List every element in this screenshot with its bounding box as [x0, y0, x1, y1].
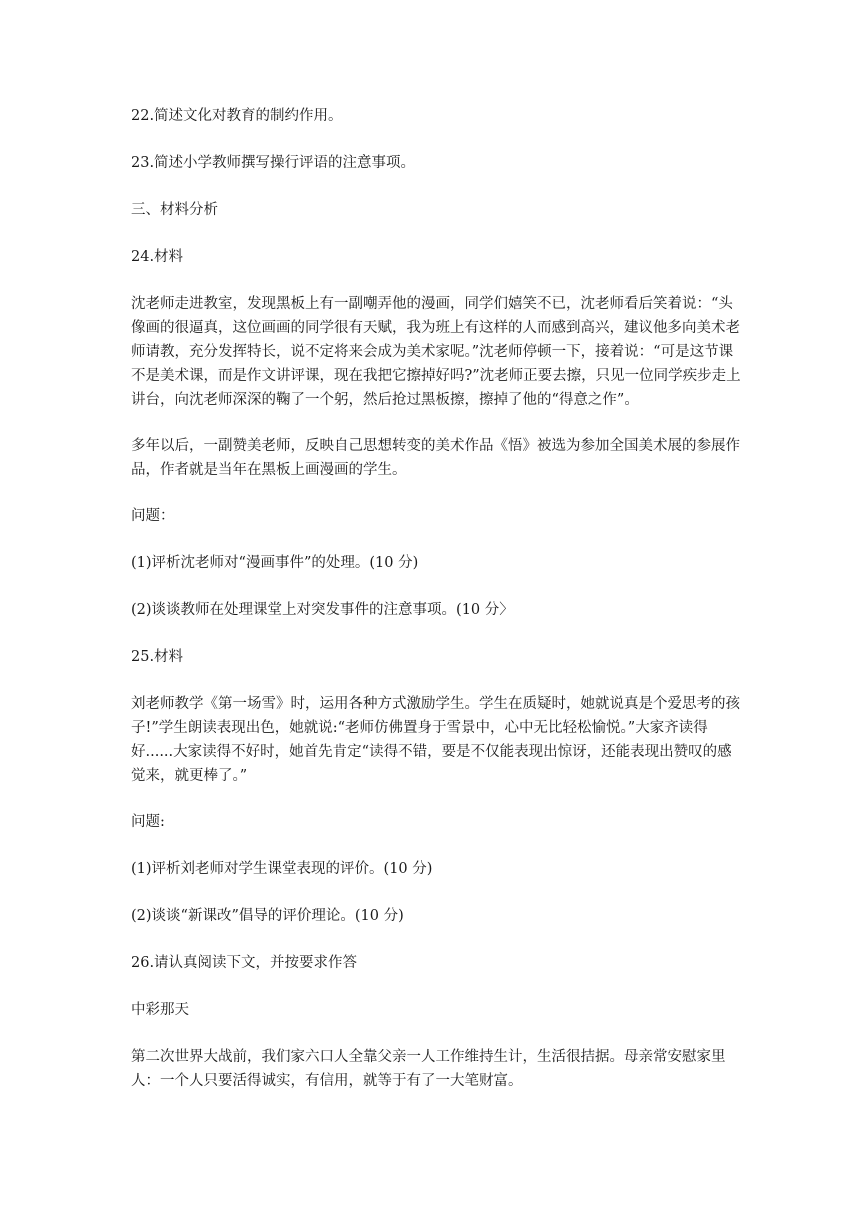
reading-title: 中彩那天: [131, 1002, 189, 1018]
question-24-prompt-label: 问题：: [131, 508, 175, 524]
question-25-subquestion-1: (1)评析刘老师对学生课堂表现的评价。(10 分): [131, 861, 433, 877]
reading-paragraph-1: 第二次世界大战前，我们家六口人全靠父亲一人工作维持生计，生活很拮据。母亲常安慰家里人：一个人只要活得诚实，有信用，就等于有了一大笔财富。: [131, 1049, 726, 1089]
question-25-material-paragraph: 刘老师教学《第一场雪》时，运用各种方式激励学生。学生在质疑时，她就说真是个爱思考的孩子!”学生朗读表现出色，她就说:“老师仿佛置身于雪景中，心中无比轻松愉悦。”大家齐读得好......大家读得不好时，她首先肯定“读得不错，要是不仅能表现出惊讶，还能表现出赞叹的感觉来，就更棒了。”: [131, 696, 740, 784]
question-24-material-paragraph-2: 多年以后，一副赞美老师，反映自己思想转变的美术作品《悟》被选为参加全国美术展的参展作品，作者就是当年在黑板上画漫画的学生。: [131, 438, 740, 478]
question-26-heading: 26.请认真阅读下文，并按要求作答: [131, 955, 358, 971]
question-23: 23.简述小学教师撰写操行评语的注意事项。: [131, 155, 416, 171]
document-page: [131, 104, 741, 1115]
question-25-heading: 25.材料: [131, 649, 184, 665]
question-24-subquestion-2: (2)谈谈教师在处理课堂上对突发事件的注意事项。(10 分〉: [131, 602, 514, 618]
section-heading-material-analysis: 三、材料分析: [131, 202, 218, 218]
question-24-heading: 24.材料: [131, 249, 184, 265]
question-25-subquestion-2: (2)谈谈“新课改”倡导的评价理论。(10 分): [131, 908, 404, 924]
question-24-material-paragraph-1: 沈老师走进教室，发现黑板上有一副嘲弄他的漫画，同学们嬉笑不已，沈老师看后笑着说：“头像画的很逼真，这位画画的同学很有天赋，我为班上有这样的人而感到高兴，建议他多向美术老师请教，充分发挥特长，说不定将来会成为美术家呢。”沈老师停顿一下，接着说：“可是这节课不是美术课，而是作文讲评课，现在我把它擦掉好吗?”沈老师正要去擦，只见一位同学疾步走上讲台，向沈老师深深的鞠了一个躬，然后抢过黑板擦，擦掉了他的“得意之作”。: [131, 296, 741, 408]
question-24-subquestion-1: (1)评析沈老师对“漫画事件”的处理。(10 分): [131, 555, 419, 571]
question-25-prompt-label: 问题:: [131, 814, 165, 830]
question-22: 22.简述文化对教育的制约作用。: [131, 108, 343, 124]
